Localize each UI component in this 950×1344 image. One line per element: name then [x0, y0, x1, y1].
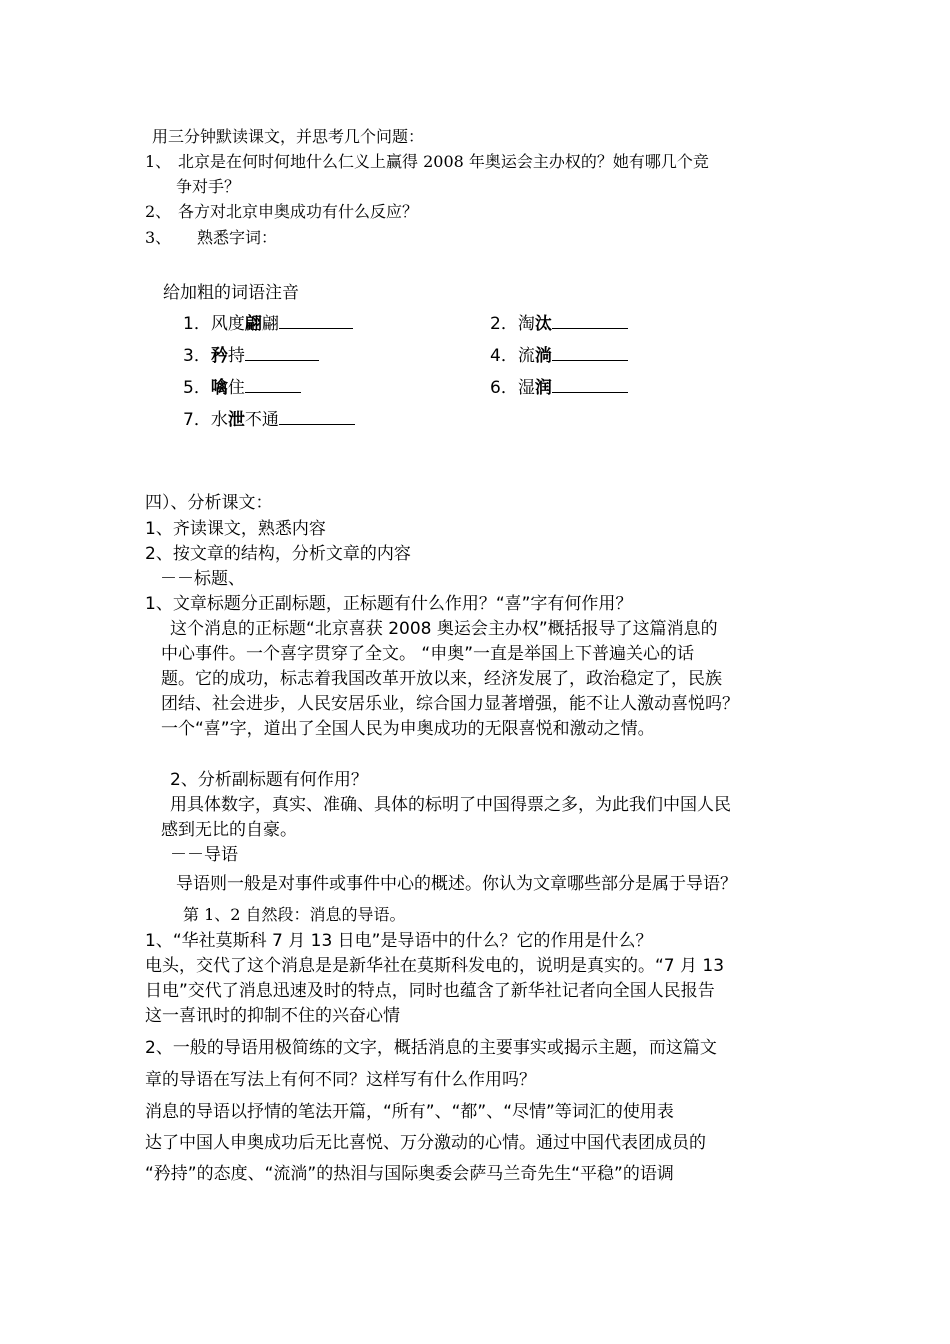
- bold-character: 汰: [534, 314, 552, 334]
- step-1: 1、齐读课文，熟悉内容: [145, 519, 326, 539]
- reading-prompt: 用三分钟默读课文，并思考几个问题：: [152, 127, 425, 146]
- step-2: 2、按文章的结构，分析文章的内容: [145, 544, 411, 564]
- bold-character: 润: [534, 378, 552, 398]
- answer-blank[interactable]: [279, 410, 355, 425]
- title-answer-2-line: 用具体数字，真实、准确、具体的标明了中国得票之多，为此我们中国人民: [170, 795, 731, 815]
- subsection-title: －－标题、: [160, 569, 245, 589]
- lead-answer-2-line: 达了中国人申奥成功后无比喜悦、万分激动的心情。通过中国代表团成员的: [145, 1133, 706, 1153]
- lead-question-1: 1、“华社莫斯科 7 月 13 日电”是导语中的什么？它的作用是什么？: [145, 931, 653, 951]
- pinyin-exercise-title: 给加粗的词语注音: [163, 283, 299, 303]
- title-question-1: 1、文章标题分正副标题，正标题有什么作用？“喜”字有何作用？: [145, 594, 633, 614]
- title-question-2: 2、分析副标题有何作用？: [170, 770, 368, 790]
- answer-blank[interactable]: [552, 378, 628, 393]
- title-answer-1-line: 题。它的成功，标志着我国改革开放以来，经济发展了，政治稳定了，民族: [161, 669, 722, 689]
- section-heading: 四）、分析课文：: [145, 493, 273, 513]
- subsection-lead: －－导语: [170, 845, 238, 865]
- pinyin-item: 3．矜持: [183, 345, 319, 367]
- question-2: 各方对北京申奥成功有什么反应？: [178, 202, 419, 221]
- pinyin-item: 1．风度翩翩: [183, 313, 353, 335]
- bold-character: 矜: [210, 346, 228, 366]
- question-1-line-2: 争对手？: [176, 177, 241, 196]
- pinyin-item: 7．水泄不通: [183, 409, 355, 431]
- answer-blank[interactable]: [552, 346, 628, 361]
- lead-question: 导语则一般是对事件或事件中心的概述。你认为文章哪些部分是属于导语？: [176, 874, 737, 894]
- lead-answer-2-line: “矜持”的态度、“流淌”的热泪与国际奥委会萨马兰奇先生“平稳”的语调: [145, 1164, 674, 1184]
- question-2-number: 2、: [145, 202, 172, 221]
- lead-answer-2-line: 消息的导语以抒情的笔法开篇，“所有”、“都”、“尽情”等词汇的使用表: [145, 1102, 674, 1122]
- question-3: 熟悉字词：: [197, 228, 278, 247]
- title-answer-1-line: 一个“喜”字，道出了全国人民为申奥成功的无限喜悦和激动之情。: [161, 719, 655, 739]
- lead-answer-1-line: 这一喜讯时的抑制不住的兴奋心情: [145, 1006, 400, 1026]
- pinyin-item: 2．淘汰: [490, 313, 628, 335]
- answer-blank[interactable]: [279, 314, 353, 329]
- lead-question-2-line: 2、一般的导语用极简练的文字，概括消息的主要事实或揭示主题，而这篇文: [145, 1038, 717, 1058]
- lead-answer-1-line: 电头，交代了这个消息是是新华社在莫斯科发电的，说明是真实的。“7 月 13: [145, 956, 725, 976]
- bold-character: 翩: [244, 314, 262, 334]
- answer-blank[interactable]: [245, 346, 319, 361]
- lead-answer: 第 1、2 自然段：消息的导语。: [183, 905, 406, 924]
- title-answer-2-line: 感到无比的自豪。: [161, 820, 297, 840]
- answer-blank[interactable]: [552, 314, 628, 329]
- lead-answer-1-line: 日电”交代了消息迅速及时的特点，同时也蕴含了新华社记者向全国人民报告: [145, 981, 715, 1001]
- title-answer-1-line: 中心事件。一个喜字贯穿了全文。 “申奥”一直是举国上下普遍关心的话: [161, 644, 695, 664]
- question-1-number: 1、: [145, 152, 172, 171]
- pinyin-item: 5．噙住: [183, 377, 301, 399]
- question-1-line-1: 北京是在何时何地什么仁义上赢得 2008 年奥运会主办权的？她有哪几个竞: [178, 152, 709, 171]
- pinyin-item: 4．流淌: [490, 345, 628, 367]
- question-3-number: 3、: [145, 228, 172, 247]
- lead-question-2-line: 章的导语在写法上有何不同？这样写有什么作用吗？: [145, 1070, 536, 1090]
- bold-character: 泄: [227, 410, 245, 430]
- title-answer-1-line: 这个消息的正标题“北京喜获 2008 奥运会主办权”概括报导了这篇消息的: [170, 619, 718, 639]
- bold-character: 噙: [210, 378, 228, 398]
- bold-character: 淌: [534, 346, 552, 366]
- pinyin-item: 6．湿润: [490, 377, 628, 399]
- title-answer-1-line: 团结、社会进步，人民安居乐业，综合国力显著增强，能不让人激动喜悦吗？: [161, 694, 739, 714]
- answer-blank[interactable]: [245, 378, 301, 393]
